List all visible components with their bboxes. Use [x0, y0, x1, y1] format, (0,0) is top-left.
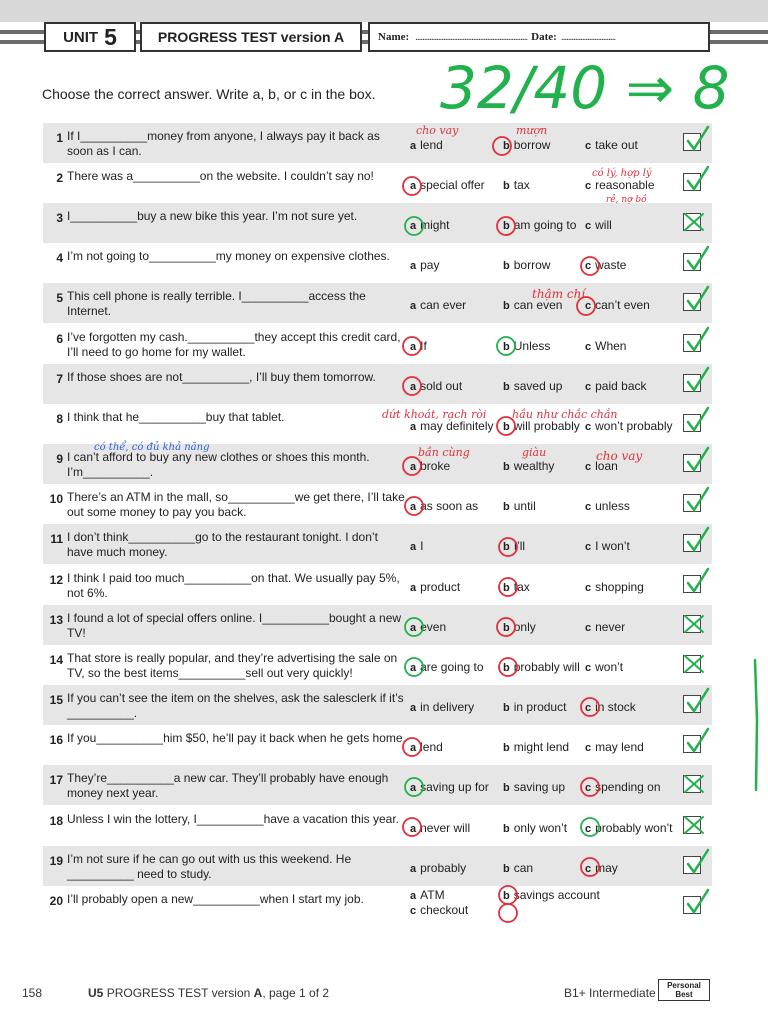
question-number: 19 — [49, 854, 63, 868]
option-c: c reasonable — [585, 178, 655, 192]
option-c: c loan — [585, 459, 618, 473]
question-text: There’s an ATM in the mall, so__________we get there, I’ll take out some money to pay you back. — [67, 490, 405, 519]
option-c: c take out — [585, 138, 638, 152]
personal-best-logo: Personal Best — [658, 979, 710, 1001]
score-handwriting: 32/40 ⇒ 8 — [440, 54, 730, 122]
question-row — [43, 283, 712, 323]
option-b: b wealthy — [503, 459, 555, 473]
option-b-text: might lend — [513, 740, 570, 754]
answer-box[interactable] — [683, 334, 701, 352]
option-c: c shopping — [585, 580, 644, 594]
question-number: 7 — [56, 372, 63, 386]
question-number: 6 — [56, 332, 63, 346]
option-a: a special offer — [410, 178, 485, 192]
test-title: PROGRESS TEST version A — [140, 22, 362, 52]
question-number: 1 — [56, 131, 63, 145]
footer-version: A — [253, 986, 263, 1000]
option-b: b saving up — [503, 780, 566, 794]
question-text: If you__________him $50, he’ll pay it back when he gets home. — [67, 731, 406, 745]
option-c: c will — [585, 218, 612, 232]
option-c: c waste — [585, 258, 627, 272]
option-a-text: saving up for — [420, 780, 489, 794]
option-c-text: shopping — [595, 580, 644, 594]
option-b: b tax — [503, 580, 530, 594]
question-text: They’re__________a new car. They’ll probably have enough money next year. — [67, 771, 389, 800]
option-a-text: can ever — [420, 298, 467, 312]
question-row — [43, 605, 712, 645]
option-a-text: are going to — [420, 660, 484, 674]
option-a-text: may definitely — [420, 419, 494, 433]
option-b-text: tax — [513, 580, 530, 594]
question-text: I can’t afford to buy any new clothes or shoes this month. I’m__________. — [67, 450, 370, 479]
question-row — [43, 765, 712, 805]
option-b: b tax — [503, 178, 530, 192]
option-a: a I — [410, 539, 424, 553]
question-number: 5 — [56, 291, 63, 305]
note-reasonable: có lý, hợp lý — [592, 168, 652, 179]
answer-box[interactable] — [683, 253, 701, 271]
option-b-text: tax — [513, 178, 530, 192]
question-number: 8 — [56, 412, 63, 426]
question-text: If I__________money from anyone, I always pay it back as soon as I can. — [67, 129, 380, 158]
option-a: a broke — [410, 459, 451, 473]
option-a: a product — [410, 580, 461, 594]
option-c: c unless — [585, 499, 630, 513]
question-row — [43, 324, 712, 364]
question-number: 4 — [56, 251, 63, 265]
footer-unit: U5 — [88, 986, 104, 1000]
option-a: a might — [410, 218, 450, 232]
answer-box[interactable] — [683, 494, 701, 512]
page-number: 158 — [22, 986, 43, 1000]
option-a-text: lend — [420, 740, 443, 754]
option-a-text: product — [420, 580, 461, 594]
question-number: 15 — [49, 693, 63, 707]
option-a: a are going to — [410, 660, 484, 674]
question-row — [43, 725, 712, 765]
option-c: c probably won’t — [585, 821, 673, 835]
option-c: c in stock — [585, 700, 636, 714]
question-text: I’m not going to__________my money on expensive clothes. — [67, 249, 390, 263]
option-a: a saving up for — [410, 780, 489, 794]
question-number: 12 — [49, 573, 63, 587]
option-c-text: in stock — [595, 700, 636, 714]
question-text: I’m not sure if he can go out with us this weekend. He __________ need to study. — [67, 852, 352, 881]
question-number: 14 — [49, 653, 63, 667]
option-b: b am going to — [503, 218, 577, 232]
option-a-text: might — [420, 218, 450, 232]
option-b: b I’ll — [503, 539, 526, 553]
option-a: a may definitely — [410, 419, 494, 433]
question-row — [43, 364, 712, 404]
option-a: a even — [410, 620, 447, 634]
note-wealthy: giàu — [522, 446, 547, 459]
option-b-text: only won’t — [513, 821, 568, 835]
question-text: This cell phone is really terrible. I__________access the Internet. — [67, 289, 366, 318]
question-row — [43, 444, 712, 484]
question-number: 18 — [49, 814, 63, 828]
option-a: a ATM — [410, 888, 445, 902]
answer-box[interactable] — [683, 816, 701, 834]
answer-box[interactable] — [683, 655, 701, 673]
unit-badge — [44, 22, 136, 52]
question-row — [43, 886, 712, 926]
note-broke: bần cùng — [418, 446, 470, 459]
option-a: a pay — [410, 258, 440, 272]
option-a-text: pay — [420, 258, 440, 272]
option-b: b until — [503, 499, 536, 513]
answer-box[interactable] — [683, 454, 701, 472]
answer-box[interactable] — [683, 856, 701, 874]
option-c: c I won’t — [585, 539, 630, 553]
option-c: c When — [585, 339, 627, 353]
answer-box[interactable] — [683, 575, 701, 593]
answer-box[interactable] — [683, 173, 701, 191]
option-a-text: ATM — [420, 888, 445, 902]
option-a: a lend — [410, 138, 443, 152]
option-b-text: can even — [513, 298, 563, 312]
question-text: If those shoes are not__________, I’ll buy them tomorrow. — [67, 370, 376, 384]
option-b: b will probably — [503, 419, 580, 433]
unit-label: UNIT — [63, 28, 99, 46]
option-a-text: lend — [420, 138, 443, 152]
answer-box[interactable] — [683, 896, 701, 914]
option-b: b can even — [503, 298, 563, 312]
question-text: I think I paid too much__________on that. We usually pay 5%, not 6%. — [67, 571, 400, 600]
option-a-text: never will — [420, 821, 471, 835]
option-c-text: won’t probably — [595, 419, 673, 433]
option-c-text: I won’t — [595, 539, 630, 553]
question-row — [43, 404, 712, 444]
answer-box[interactable] — [683, 293, 701, 311]
option-a-text: broke — [420, 459, 451, 473]
option-b-text: can — [513, 861, 534, 875]
question-text: I don’t think__________go to the restaurant tonight. I don’t have much money. — [67, 530, 378, 559]
footer-test: PROGRESS TEST version — [106, 986, 251, 1000]
top-bar — [0, 0, 768, 22]
question-number: 9 — [56, 452, 63, 466]
option-b-text: saved up — [513, 379, 563, 393]
option-c-text: unless — [595, 499, 630, 513]
question-row — [43, 243, 712, 283]
option-a-text: If — [420, 339, 427, 353]
footer-title — [88, 986, 329, 1000]
date-label: Date: — [531, 31, 557, 43]
option-a: a sold out — [410, 379, 463, 393]
option-c: c checkout — [410, 903, 469, 917]
unit-number: 5 — [104, 23, 117, 50]
option-c: c can’t even — [585, 298, 650, 312]
option-c: c spending on — [585, 780, 661, 794]
option-a: a as soon as — [410, 499, 479, 513]
option-b-text: borrow — [513, 258, 551, 272]
option-a-text: even — [420, 620, 447, 634]
option-c-text: may lend — [595, 740, 644, 754]
option-b-text: probably will — [513, 660, 580, 674]
note-even: thậm chí — [532, 287, 586, 301]
option-b: b probably will — [503, 660, 580, 674]
option-c-text: When — [595, 339, 627, 353]
option-b-text: savings account — [513, 888, 600, 902]
option-c-text: may — [595, 861, 618, 875]
question-text: I think that he__________buy that tablet. — [67, 410, 285, 424]
question-number: 17 — [49, 773, 63, 787]
option-b: b only — [503, 620, 536, 634]
option-b: b saved up — [503, 379, 563, 393]
margin-mark — [755, 660, 757, 790]
option-c-text: checkout — [420, 903, 469, 917]
option-b-text: borrow — [513, 138, 551, 152]
question-row — [43, 203, 712, 243]
answer-box[interactable] — [683, 615, 701, 633]
question-text: There was a__________on the website. I couldn’t say no! — [67, 169, 374, 183]
question-row — [43, 685, 712, 725]
question-row — [43, 123, 712, 163]
option-c-text: spending on — [595, 780, 661, 794]
option-b: b borrow — [503, 258, 551, 272]
option-b: b Unless — [503, 339, 551, 353]
option-a: a lend — [410, 740, 443, 754]
option-b-text: am going to — [513, 218, 577, 232]
option-a: a in delivery — [410, 700, 475, 714]
option-a: a can ever — [410, 298, 467, 312]
answer-box[interactable] — [683, 213, 701, 231]
question-text: That store is really popular, and they’re advertising the sale on TV, so the best items__________sell out very quickly! — [67, 651, 398, 680]
option-b: b can — [503, 861, 534, 875]
option-a-text: probably — [420, 861, 467, 875]
option-b: b savings account — [503, 888, 600, 902]
option-c-text: never — [595, 620, 626, 634]
option-c: c won’t — [585, 660, 624, 674]
question-row — [43, 163, 712, 203]
question-text: I’ll probably open a new__________when I start my job. — [67, 892, 364, 906]
note-definitely: dứt khoát, rạch ròi — [382, 408, 487, 421]
answer-box[interactable] — [683, 775, 701, 793]
answer-box[interactable] — [683, 414, 701, 432]
note-muon: mượn — [516, 124, 548, 137]
option-a-text: I — [420, 539, 424, 553]
question-number: 10 — [49, 492, 63, 506]
question-number: 13 — [49, 613, 63, 627]
option-b: b only won’t — [503, 821, 568, 835]
option-c-text: take out — [595, 138, 638, 152]
option-c-text: can’t even — [595, 298, 650, 312]
option-c: c never — [585, 620, 626, 634]
answer-box[interactable] — [683, 735, 701, 753]
question-text: Unless I win the lottery, I__________have a vacation this year. — [67, 812, 399, 826]
name-label: Name: — [378, 31, 410, 43]
question-text: I found a lot of special offers online. I__________bought a new TV! — [67, 611, 402, 640]
note-afford: có thể, có đủ khả năng — [94, 442, 210, 453]
option-b-text: saving up — [513, 780, 566, 794]
option-c: c won’t probably — [585, 419, 673, 433]
footer-page-of: , page 1 of 2 — [262, 986, 330, 1000]
option-c-text: probably won’t — [595, 821, 673, 835]
note-loan: cho vay — [596, 449, 643, 463]
option-b-text: until — [513, 499, 536, 513]
footer-level: B1+ Intermediate — [564, 986, 656, 1000]
question-text: I__________buy a new bike this year. I’m not sure yet. — [67, 209, 358, 223]
note-tax: rẻ, nợ bồ — [606, 195, 647, 205]
name-date-box: Name: ................................................................ Date: ............................... — [368, 22, 710, 52]
option-c-text: paid back — [595, 379, 647, 393]
question-number: 20 — [49, 894, 63, 908]
answer-box[interactable] — [683, 133, 701, 151]
question-row — [43, 645, 712, 685]
question-text: If you can’t see the item on the shelves, ask the salesclerk if it’s __________. — [67, 691, 404, 720]
option-c: c may — [585, 861, 618, 875]
question-row — [43, 524, 712, 564]
question-row — [43, 846, 712, 886]
question-row — [43, 565, 712, 605]
question-number: 11 — [50, 532, 63, 546]
option-c-text: loan — [595, 459, 618, 473]
option-a-text: in delivery — [420, 700, 475, 714]
option-b-text: only — [513, 620, 536, 634]
answer-box[interactable] — [683, 374, 701, 392]
option-a: a If — [410, 339, 427, 353]
option-c-text: will — [595, 218, 612, 232]
option-b: b in product — [503, 700, 567, 714]
option-b: b might lend — [503, 740, 570, 754]
option-b-text: I’ll — [513, 539, 526, 553]
option-b-text: will probably — [513, 419, 580, 433]
option-c-text: won’t — [595, 660, 624, 674]
question-text: I’ve forgotten my cash.__________they accept this credit card, I’ll need to go home for my wallet. — [67, 330, 401, 359]
option-a: a probably — [410, 861, 467, 875]
option-a: a never will — [410, 821, 471, 835]
option-a-text: sold out — [420, 379, 463, 393]
option-b-text: Unless — [513, 339, 551, 353]
question-row — [43, 484, 712, 524]
note-cho-vay: cho vay — [416, 124, 459, 137]
answer-box[interactable] — [683, 695, 701, 713]
instructions: Choose the correct answer. Write a, b, or c in the box. — [42, 86, 376, 102]
option-b-text: in product — [513, 700, 567, 714]
question-number: 2 — [56, 171, 63, 185]
option-b-text: wealthy — [513, 459, 555, 473]
question-number: 16 — [49, 733, 63, 747]
option-c: c may lend — [585, 740, 644, 754]
question-row — [43, 806, 712, 846]
option-a-text: special offer — [420, 178, 485, 192]
option-c-text: reasonable — [595, 178, 655, 192]
question-number: 3 — [56, 211, 63, 225]
answer-box[interactable] — [683, 534, 701, 552]
option-c-text: waste — [595, 258, 627, 272]
option-a-text: as soon as — [420, 499, 479, 513]
note-probably: hầu như chắc chắn — [512, 408, 618, 421]
option-c: c paid back — [585, 379, 647, 393]
option-b: b borrow — [503, 138, 551, 152]
